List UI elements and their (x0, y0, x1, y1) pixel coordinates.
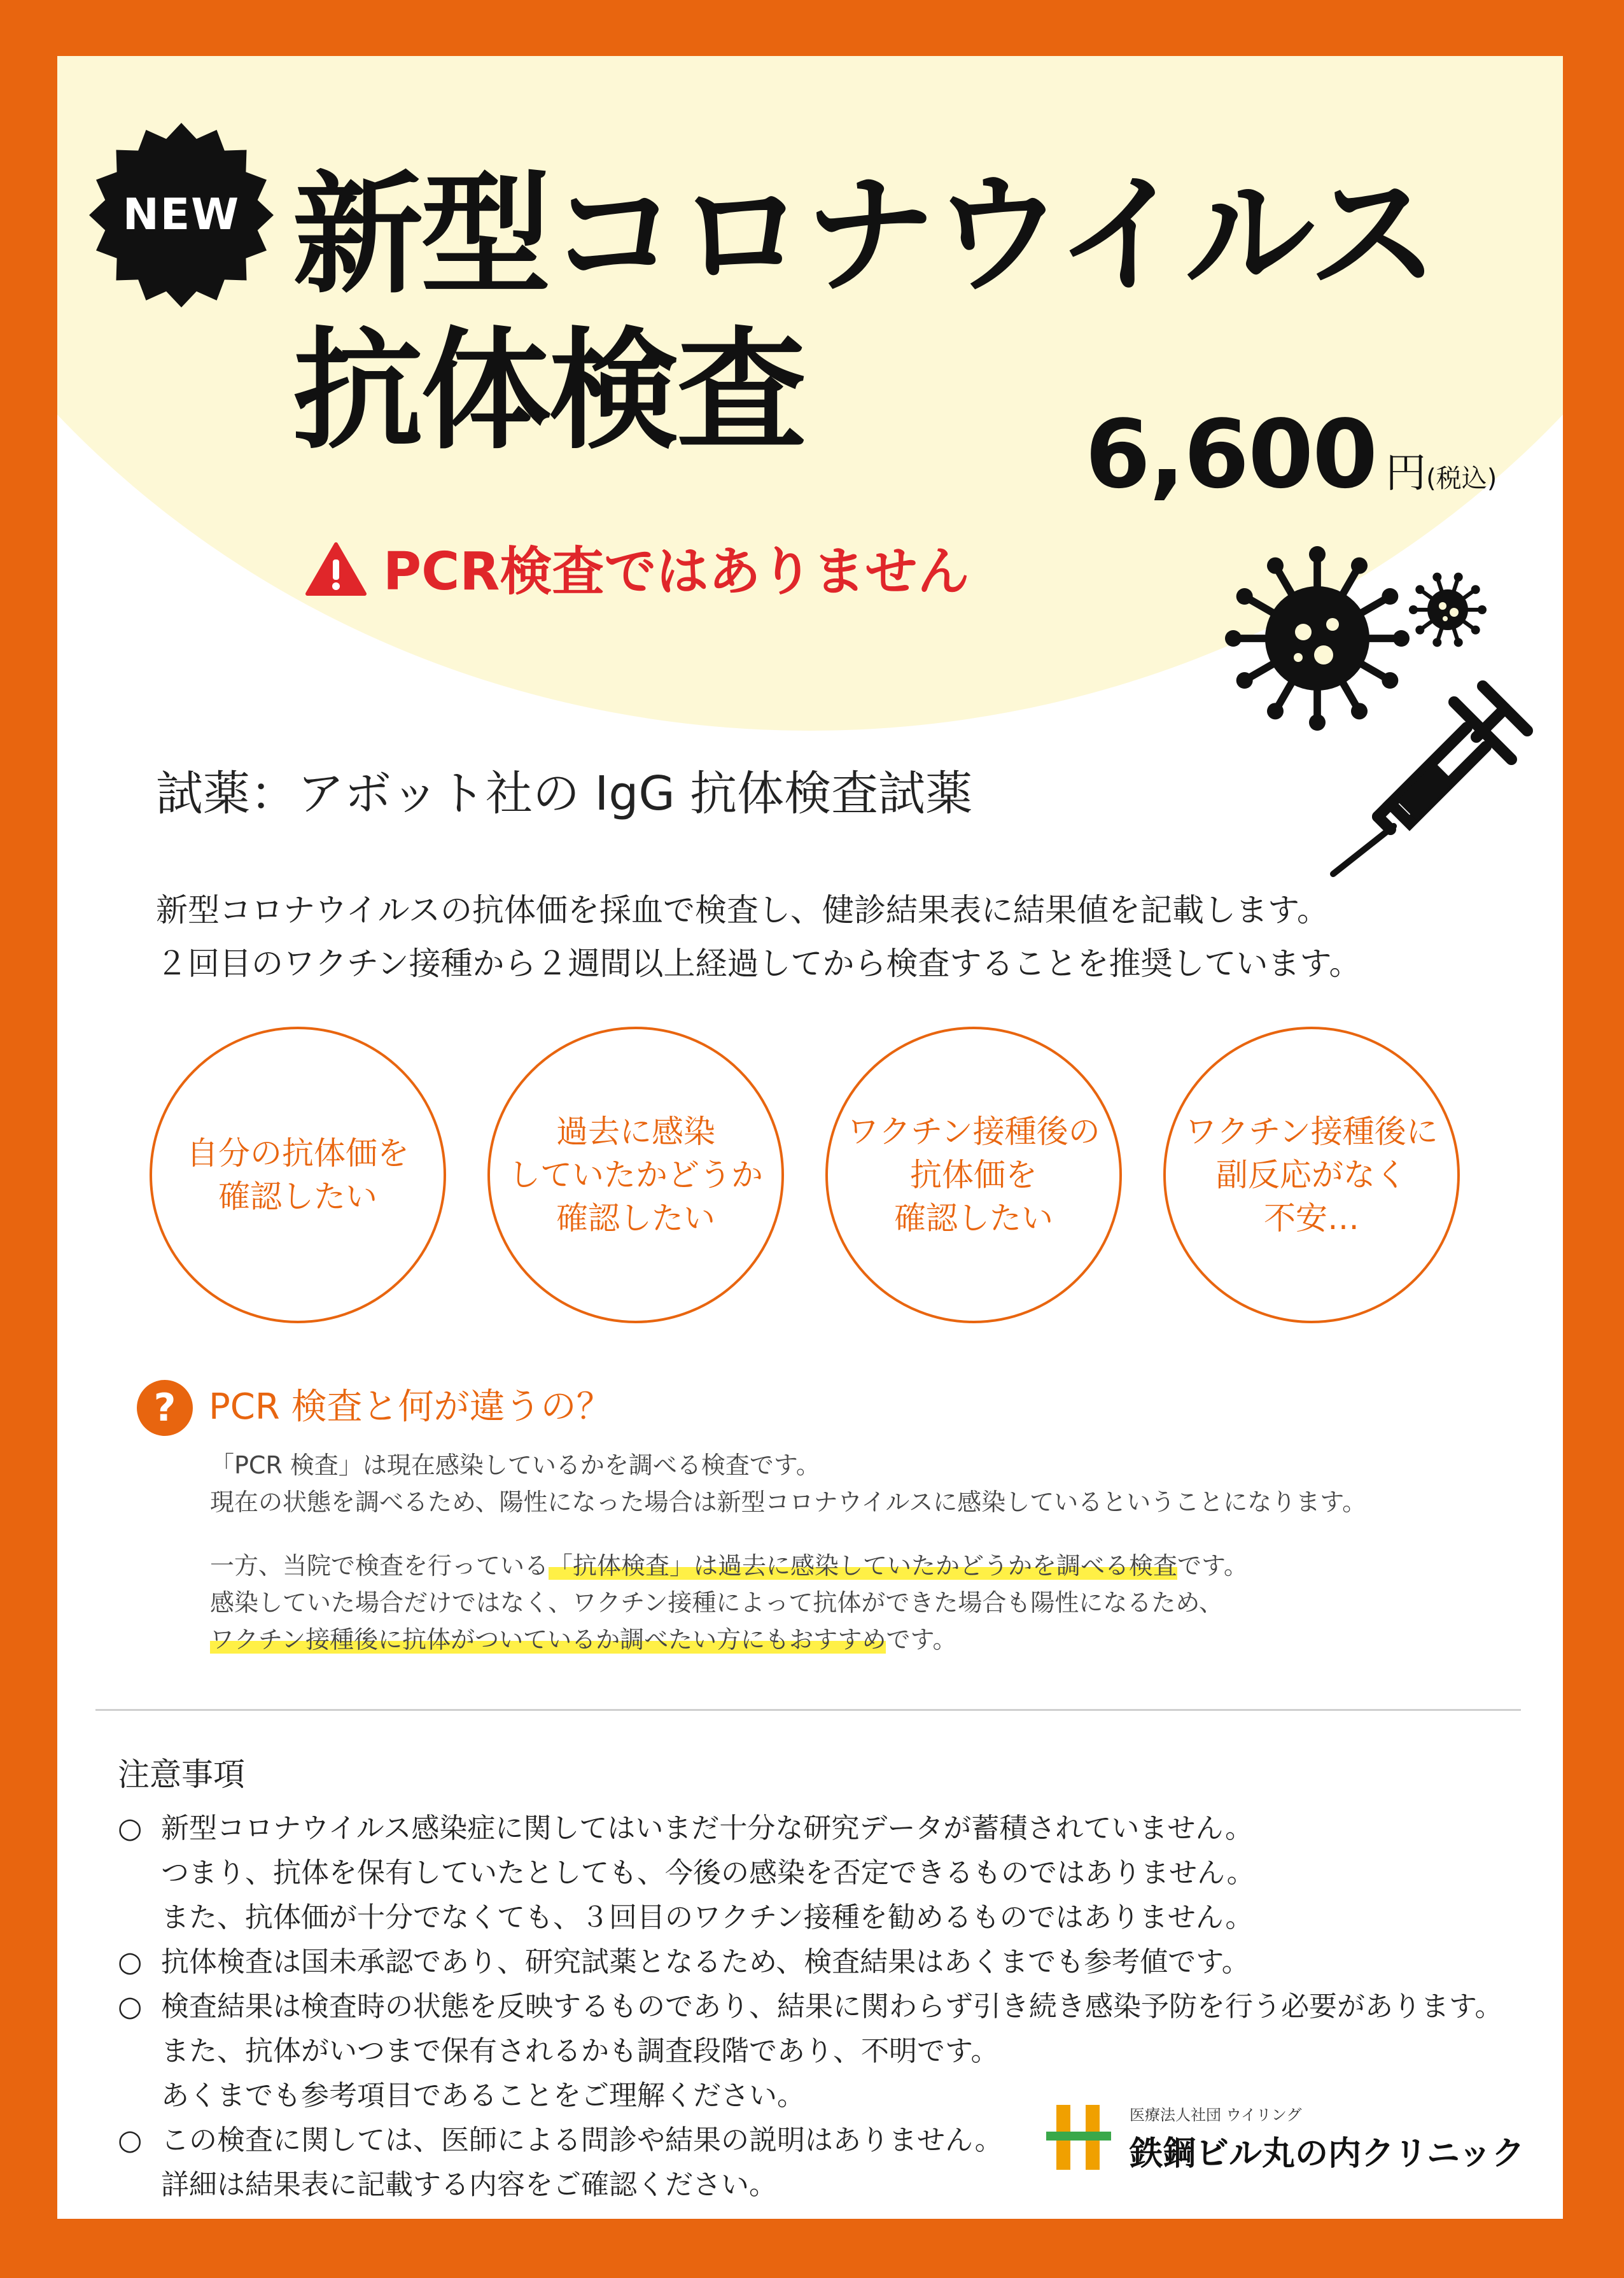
note-line: 抗体検査は国未承認であり、研究試薬となるため、検査結果はあくまでも参考値です。 (161, 1946, 1250, 1978)
note-line: 詳細は結果表に記載する内容をご確認ください。 (161, 2169, 777, 2201)
circle-text: 自分の抗体価を (186, 1135, 409, 1172)
qa-paragraph-1 (210, 1447, 1366, 1521)
note-item (118, 1985, 1502, 2118)
circle-text: ワクチン接種後の (847, 1113, 1100, 1150)
qa-line: 現在の状態を調べるため、陽性になった場合は新型コロナウイルスに感染しているということになります。 (210, 1488, 1367, 1516)
note-item (118, 1940, 1502, 1985)
notes-title: 注意事項 (118, 1756, 245, 1793)
circle-text: 不安… (1264, 1200, 1359, 1237)
circle-text: 過去に感染 (556, 1113, 715, 1150)
qa-line: 感染していた場合だけではなく、ワクチン接種によって抗体ができた場合も陽性になるため、 (210, 1589, 1223, 1617)
note-line: 新型コロナウイルス感染症に関してはいまだ十分な研究データが蓄積されていません。 (161, 1812, 1253, 1845)
note-line: この検査に関しては、医師による問診や結果の説明はありません。 (161, 2124, 1003, 2156)
highlight-text: ワクチン接種後に抗体がついているか調べたい方にもおすすめ (210, 1626, 886, 1654)
note-line: また、抗体価が十分でなくても、３回目のワクチン接種を勧めるものではありません。 (161, 1901, 1254, 1934)
question-icon: ? (137, 1380, 193, 1436)
note-bullet: ○ (118, 1946, 143, 1978)
note-line: 検査結果は検査時の状態を反映するものであり、結果に関わらず引き続き感染予防を行う必要があります。 (161, 1990, 1503, 2023)
qa-line: ワクチン接種後に抗体がついているか調べたい方にもおすすめです。 (210, 1626, 957, 1654)
qa-paragraph-2 (210, 1547, 1248, 1658)
price-unit: 円 (1385, 450, 1427, 497)
circle-text: 抗体価を (910, 1157, 1037, 1193)
qa-line: 一方、当院で検査を行っている「抗体検査」は過去に感染していたかどうかを調べる検査です。 (210, 1552, 1248, 1580)
pcr-warning-text: PCR検査ではありません (383, 542, 970, 602)
title-line-1: 新型コロナウイルス (293, 160, 1436, 311)
reason-circle-3 (825, 1027, 1122, 1323)
clinic-subtitle: 医療法人社団 ウイリング (1130, 2106, 1302, 2124)
note-bullet: ○ (118, 2124, 143, 2156)
reagent-info: 試薬：アボット社の IgG 抗体検査試薬 (156, 766, 973, 821)
price-tax-note: (税込) (1426, 464, 1497, 493)
note-item (118, 1806, 1502, 1940)
note-bullet: ○ (118, 1990, 143, 2023)
description-line-2: ２回目のワクチン接種から２週間以上経過してから検査することを推奨しています。 (156, 945, 1361, 982)
new-badge (86, 120, 277, 311)
description-line-1: 新型コロナウイルスの抗体価を採血で検査し、健診結果表に結果値を記載します。 (156, 892, 1329, 929)
qa-heading: PCR 検査と何が違うの？ (209, 1386, 612, 1428)
circle-text: 確認したい (556, 1200, 715, 1237)
title-line-2: 抗体検査 (293, 316, 804, 467)
clinic-logo-icon (1044, 2102, 1114, 2172)
reason-circle-4 (1163, 1027, 1460, 1323)
circle-text: 確認したい (894, 1200, 1053, 1237)
circle-text: していたかどうか (508, 1157, 763, 1193)
price (1085, 400, 1497, 509)
warning-triangle-icon (305, 542, 367, 609)
new-badge-label: NEW (122, 190, 241, 240)
note-line: あくまでも参考項目であることをご理解ください。 (161, 2079, 805, 2112)
note-line: つまり、抗体を保有していたとしても、今後の感染を否定できるものではありません。 (161, 1857, 1255, 1889)
reason-circle-1 (150, 1027, 446, 1323)
poster-card (57, 56, 1563, 2219)
pcr-warning (305, 530, 969, 609)
clinic-name: 鉄鋼ビル丸の内クリニック (1130, 2135, 1525, 2173)
note-line: また、抗体がいつまで保有されるかも調査段階であり、不明です。 (161, 2035, 999, 2067)
divider (95, 1709, 1521, 1711)
description (156, 883, 1361, 990)
price-amount: 6,600 (1085, 400, 1377, 509)
clinic-logo (1044, 2102, 1525, 2175)
reason-circle-2 (487, 1027, 784, 1323)
qa-line: 「PCR 検査」は現在感染しているかを調べる検査です。 (210, 1451, 820, 1479)
highlight-text: 「抗体検査」は過去に感染していたかどうかを調べる検査 (549, 1552, 1178, 1580)
note-bullet: ○ (118, 1812, 143, 1845)
circle-text: ワクチン接種後に (1185, 1113, 1438, 1150)
virus-small-icon (1406, 568, 1489, 654)
circle-text: 確認したい (218, 1178, 377, 1215)
circle-text: 副反応がなく (1216, 1157, 1407, 1193)
syringe-icon (1324, 667, 1553, 886)
